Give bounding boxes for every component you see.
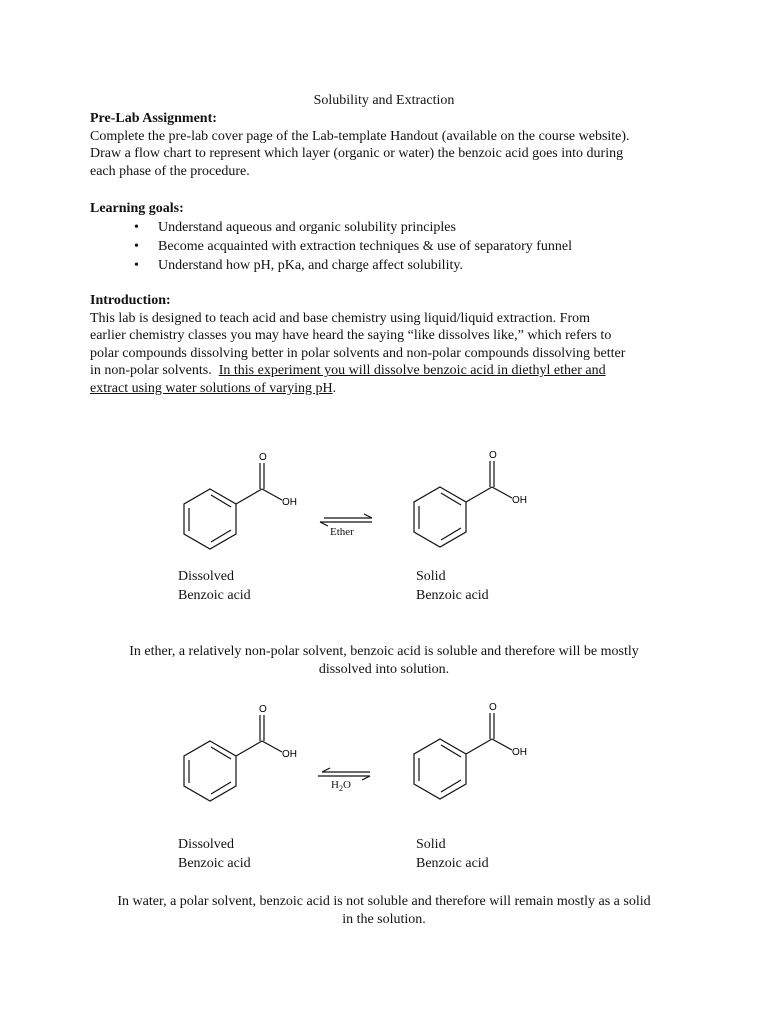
goals-heading: Learning goals: — [90, 201, 184, 216]
right-label-2: Solid Benzoic acid — [416, 837, 489, 871]
oxygen-label: O — [259, 704, 267, 715]
intro-line-2: earlier chemistry classes you may have heard the saying “like dissolves like,” which refers to — [90, 328, 612, 344]
hydroxyl-label: OH — [282, 749, 297, 760]
intro-line-1: This lab is designed to teach acid and base chemistry using liquid/liquid extraction. From — [90, 310, 591, 326]
page-title: Solubility and Extraction — [313, 93, 455, 108]
list-item: • Understand how pH, pKa, and charge affect solubility. — [134, 257, 463, 273]
intro-line-4: in non-polar solvents. In this experiment you will dissolve benzoic acid in diethyl ether and — [90, 363, 606, 379]
intro-section — [90, 292, 690, 398]
prelab-line-3: each phase of the procedure. — [90, 163, 250, 179]
hydroxyl-label: OH — [512, 495, 527, 506]
intro-underlined-1: In this experiment you will dissolve benzoic acid in diethyl ether and — [218, 363, 606, 379]
benzoic-acid-structure-right-1 — [405, 446, 545, 554]
caption-1: In ether, a relatively non-polar solvent, benzoic acid is soluble and therefore will be mostly dissolved into solution. — [129, 644, 639, 677]
intro-line-5: extract using water solutions of varying pH. — [90, 380, 337, 396]
list-item: • Become acquainted with extraction techniques & use of separatory funnel — [134, 238, 573, 254]
intro-heading: Introduction: — [90, 293, 171, 308]
bullet-icon: • — [134, 238, 139, 254]
goals-list — [90, 218, 690, 275]
right-label-1: Solid Benzoic acid — [416, 569, 489, 603]
caption-2: In water, a polar solvent, benzoic acid is not soluble and therefore will remain mostly as a solid in the solution. — [117, 894, 651, 927]
prelab-line-2: Draw a flow chart to represent which layer (organic or water) the benzoic acid goes into during — [90, 146, 624, 162]
solvent-label-ether: Ether — [330, 526, 354, 538]
left-label-1: Dissolved Benzoic acid — [178, 569, 251, 603]
prelab-section — [90, 110, 690, 180]
bullet-icon: • — [134, 257, 139, 273]
prelab-heading: Pre-Lab Assignment: — [90, 111, 217, 126]
oxygen-label: O — [489, 450, 497, 461]
solvent-label-water: $H_2O$ — [331, 779, 351, 794]
goals-section — [90, 200, 690, 275]
left-label-2: Dissolved Benzoic acid — [178, 837, 251, 871]
intro-line-3: polar compounds dissolving better in polar solvents and non-polar compounds dissolving better — [90, 345, 626, 361]
benzoic-acid-structure-left-2 — [175, 700, 315, 808]
intro-underlined-2: extract using water solutions of varying pH — [90, 380, 333, 396]
oxygen-label: O — [489, 702, 497, 713]
bullet-icon: • — [134, 219, 139, 235]
list-item: • Understand aqueous and organic solubility principles — [134, 219, 456, 235]
benzoic-acid-structure-left-1 — [175, 448, 315, 556]
hydroxyl-label: OH — [512, 747, 527, 758]
oxygen-label: O — [259, 452, 267, 463]
prelab-line-1: Complete the pre-lab cover page of the Lab-template Handout (available on the course website). — [90, 128, 630, 144]
hydroxyl-label: OH — [282, 497, 297, 508]
benzoic-acid-structure-right-2 — [405, 698, 545, 806]
